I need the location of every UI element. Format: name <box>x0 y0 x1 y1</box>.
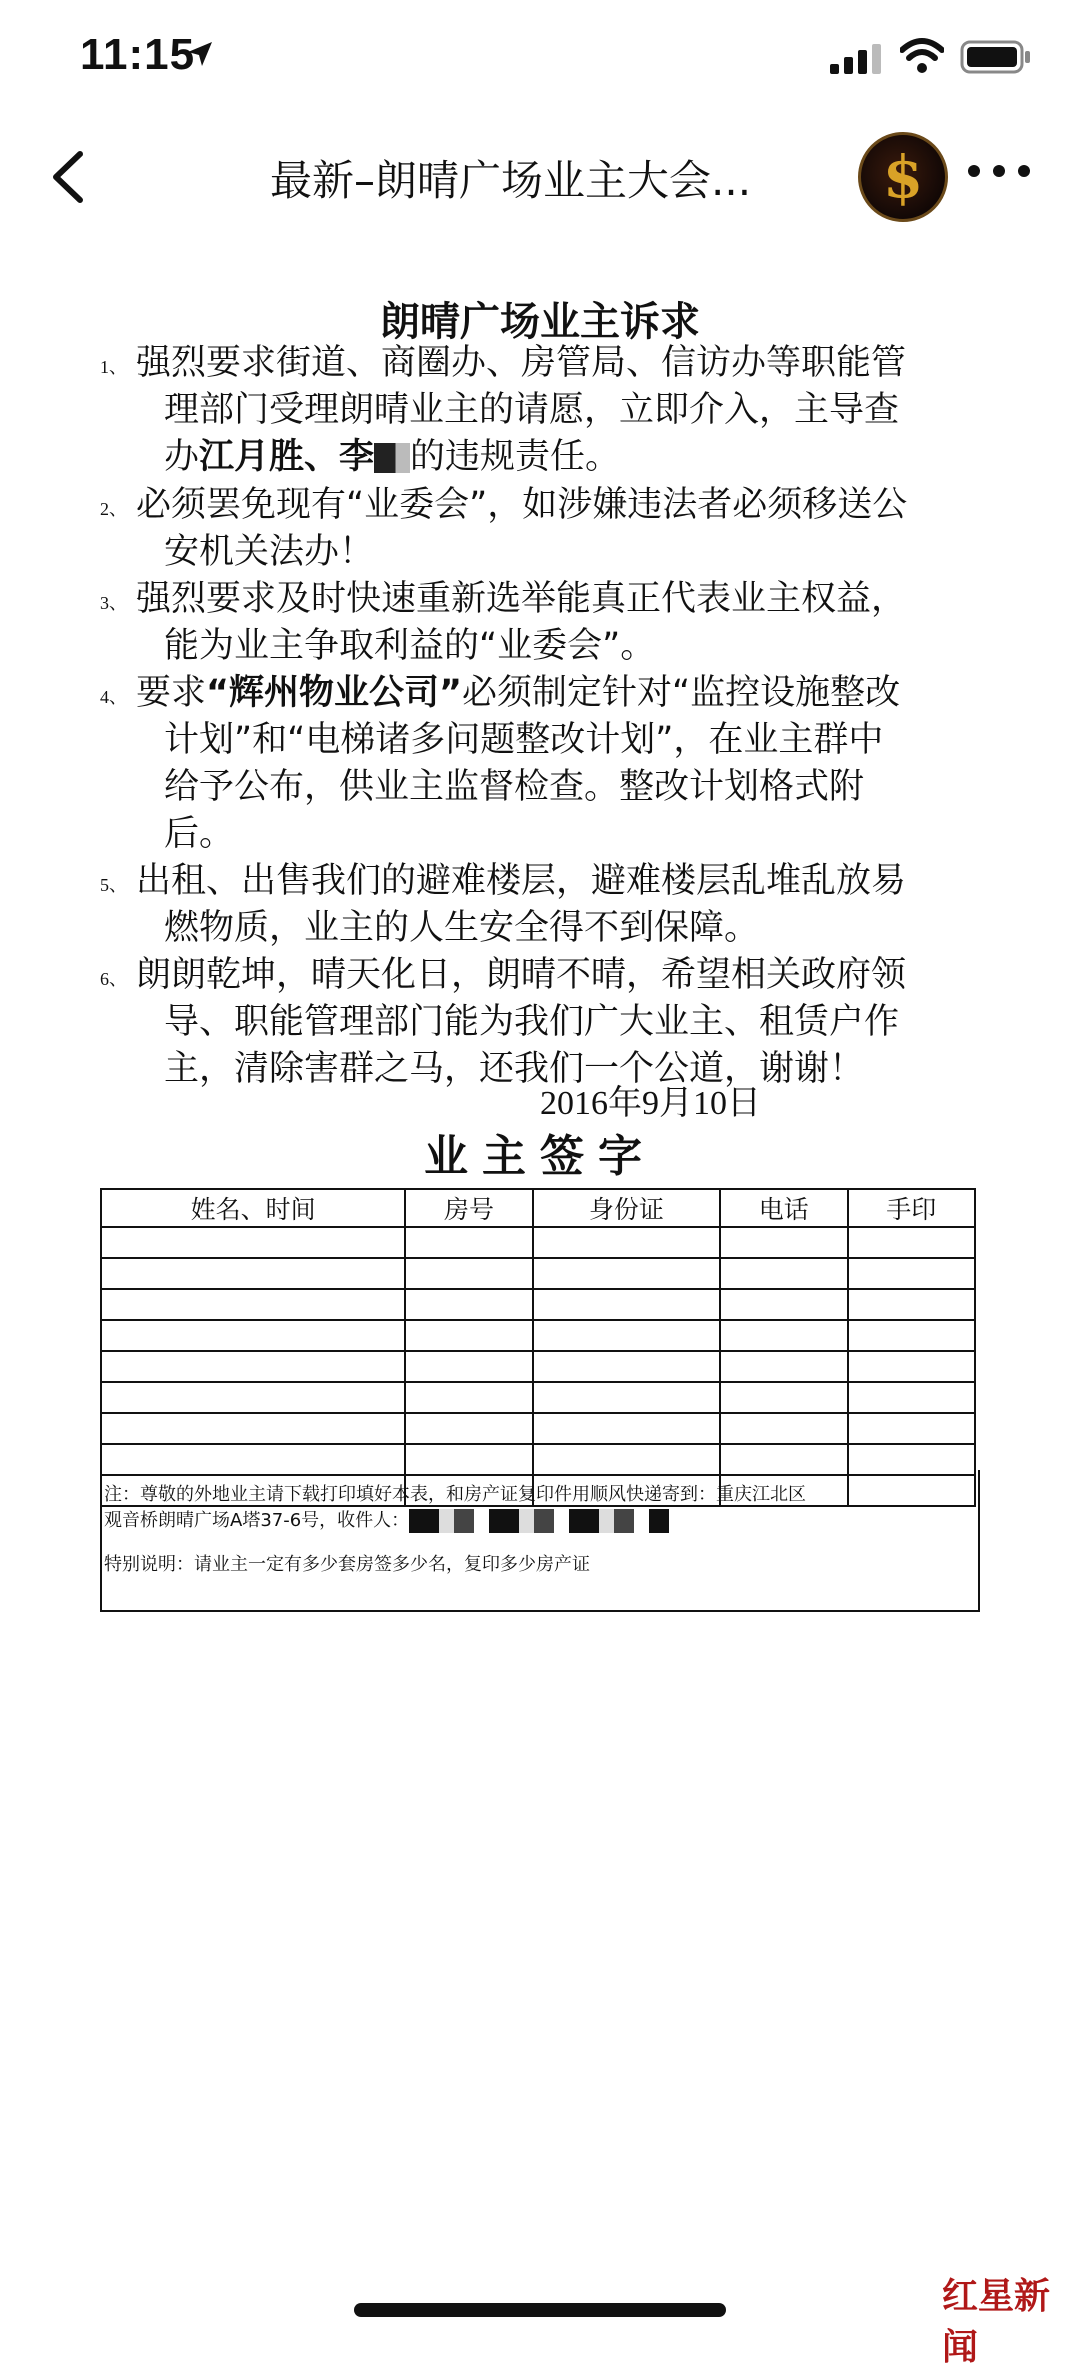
item-line: 理部门受理朗晴业主的请愿，立即介入，主导查 <box>164 390 900 430</box>
table-row <box>101 1227 975 1258</box>
page-title: 最新–朗晴广场业主大会... <box>270 156 752 205</box>
item-line: 安机关法办！ <box>164 532 375 572</box>
item-line: 导、职能管理部门能为我们广大业主、租赁户作 <box>164 1002 900 1042</box>
item-line-part: 的违规责任。 <box>410 437 621 477</box>
item-line <box>136 673 900 713</box>
item-number: 1、 <box>100 357 127 377</box>
avatar-emblem-icon: $ <box>882 143 924 211</box>
table-row <box>101 1351 975 1382</box>
item-text <box>136 482 996 576</box>
home-indicator[interactable] <box>354 2303 726 2317</box>
item-line: 后。 <box>164 814 235 854</box>
column-header: 房号 <box>405 1189 532 1227</box>
item-text <box>136 340 996 481</box>
item-line-part: 要求 <box>136 673 207 713</box>
column-header: 手印 <box>848 1189 975 1227</box>
item-line: 出租、出售我们的避难楼层，避难楼层乱堆乱放易 <box>136 861 907 901</box>
signature-table <box>100 1188 976 1507</box>
item-number: 2、 <box>100 499 127 519</box>
item-line: 给予公布，供业主监督检查。整改计划格式附 <box>164 767 865 807</box>
signature-section-title: 业主签字 <box>424 1131 656 1182</box>
watermark-logo: 红星新闻 <box>942 2275 1051 2368</box>
item-line: 强烈要求及时快速重新选举能真正代表业主权益， <box>136 579 907 619</box>
cellular-signal-icon <box>830 44 882 74</box>
nav-bar <box>0 120 1080 230</box>
item-line: 朗朗乾坤，晴天化日，朗晴不晴，希望相关政府领 <box>136 955 907 995</box>
item-text <box>136 670 996 858</box>
table-row <box>101 1320 975 1351</box>
wifi-icon <box>900 38 944 74</box>
table-row <box>101 1258 975 1289</box>
document-title: 朗晴广场业主诉求 <box>380 299 700 345</box>
column-header: 姓名、时间 <box>101 1189 405 1227</box>
company-name: “辉州物业公司” <box>206 673 463 713</box>
table-header-row <box>101 1189 975 1227</box>
item-line: 能为业主争取利益的“业委会”。 <box>164 626 656 666</box>
item-line: 强烈要求街道、商圈办、房管局、信访办等职能管 <box>136 343 907 383</box>
avatar[interactable] <box>858 132 948 222</box>
item-text <box>136 858 996 952</box>
redaction-mark <box>374 443 410 473</box>
redacted-recipient <box>409 1509 669 1533</box>
note-line <box>104 1508 976 1534</box>
column-header: 电话 <box>720 1189 847 1227</box>
back-chevron-icon[interactable] <box>40 142 100 212</box>
note-line-part: 观音桥朗晴广场A塔37-6号，收件人： <box>104 1510 410 1531</box>
item-text <box>136 576 996 670</box>
table-row <box>101 1289 975 1320</box>
item-number: 6、 <box>100 969 127 989</box>
item-number: 3、 <box>100 593 127 613</box>
status-bar <box>0 0 1080 120</box>
item-line-part: 办 <box>164 437 200 477</box>
item-text <box>136 952 996 1093</box>
item-line: 燃物质，业主的人生安全得不到保障。 <box>164 908 760 948</box>
table-row <box>101 1382 975 1413</box>
item-line: 主，清除害群之马，还我们一个公道，谢谢！ <box>164 1049 865 1089</box>
note-box <box>100 1470 980 1612</box>
note-line: 注：尊敬的外地业主请下载打印填好本表，和房产证复印件用顺风快递寄到：重庆江北区 <box>104 1484 806 1505</box>
item-line-part: 必须制定针对“监控设施整改 <box>462 673 901 713</box>
more-options-icon[interactable] <box>964 156 1034 186</box>
document-date: 2016年9月10日 <box>540 1085 761 1122</box>
table-row <box>101 1413 975 1444</box>
battery-icon <box>960 40 1032 74</box>
item-line: 计划”和“电梯诸多问题整改计划”，在业主群中 <box>164 720 884 760</box>
status-time: 11:15 <box>80 30 196 79</box>
item-line <box>136 434 996 481</box>
column-header: 身份证 <box>533 1189 720 1227</box>
item-number: 5、 <box>100 875 127 895</box>
special-note: 特别说明：请业主一定有多少套房签多少名，复印多少房产证 <box>104 1554 590 1575</box>
item-line: 必须罢免现有“业委会”，如涉嫌违法者必须移送公 <box>136 485 908 525</box>
item-line-bold: 江月胜、李 <box>199 437 375 477</box>
item-number: 4、 <box>100 687 127 707</box>
location-arrow-icon <box>186 40 214 68</box>
